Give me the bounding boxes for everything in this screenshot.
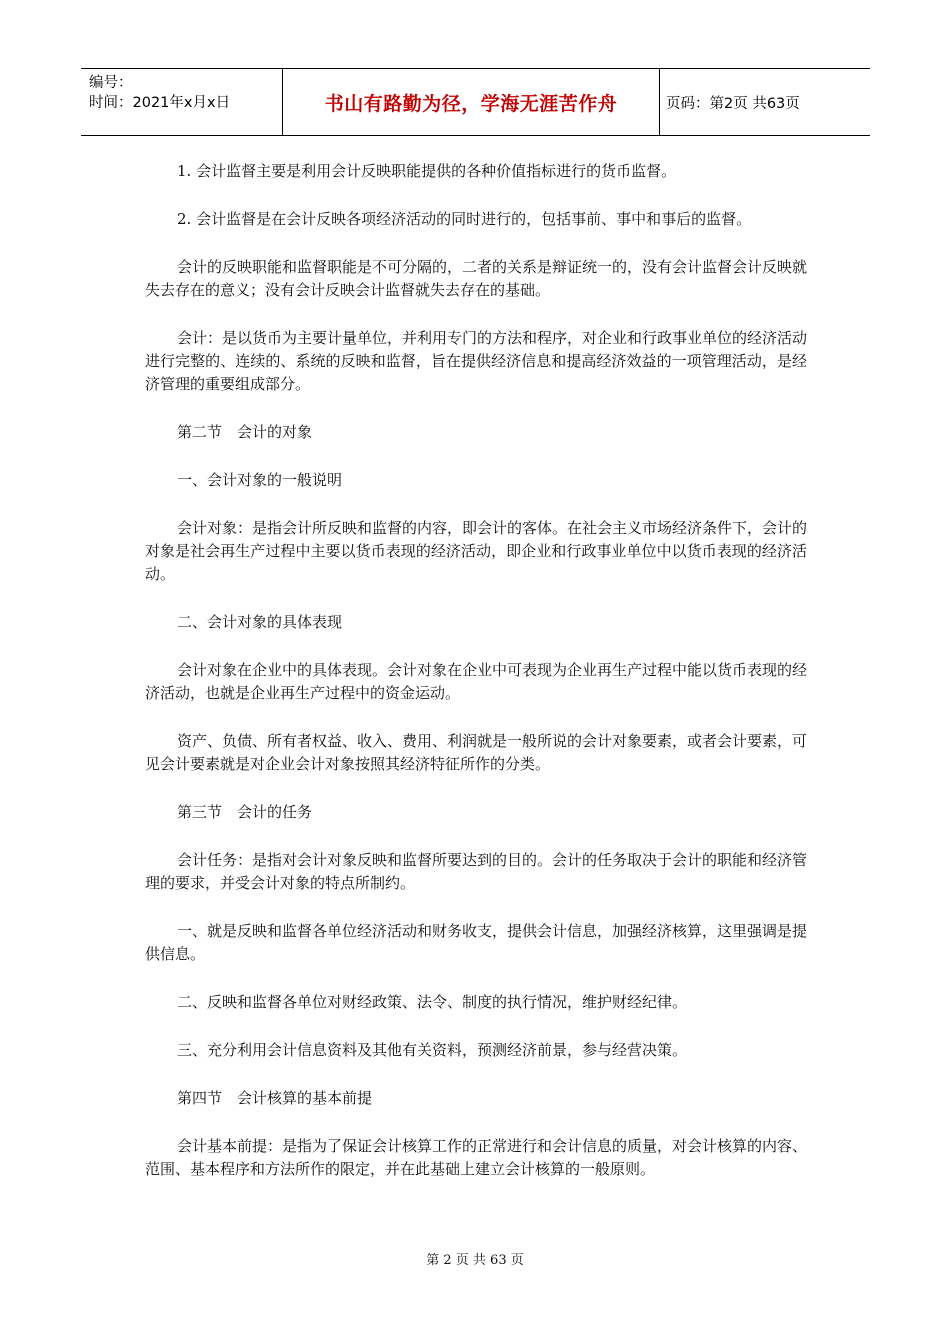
subheading-object-specific: 二、会计对象的具体表现	[177, 613, 343, 631]
header-meta-cell	[81, 69, 283, 135]
header-page-cell	[660, 69, 870, 135]
paragraph-task-definition: 会计任务：是指对会计对象反映和监督所要达到的目的。会计的任务取决于会计的职能和经济管理的要求，并受会计对象的特点所制约。	[145, 851, 808, 892]
section-heading-3: 第三节 会计的任务	[177, 803, 313, 821]
header-page-info: 页码：第2页 共63页	[666, 95, 800, 112]
paragraph-task-2: 二、反映和监督各单位对财经政策、法令、制度的执行情况，维护财经纪律。	[177, 993, 688, 1011]
section-heading-2: 第二节 会计的对象	[177, 423, 313, 441]
paragraph-accounting-definition: 会计：是以货币为主要计量单位，并利用专门的方法和程序，对企业和行政事业单位的经济活动进行完整的、连续的、系统的反映和监督，旨在提供经济信息和提高经济效益的一项管理活动，是经济管理的重要组成部分。	[145, 329, 808, 393]
page-footer	[0, 1249, 950, 1268]
section-heading-4: 第四节 会计核算的基本前提	[177, 1089, 373, 1107]
paragraph-supervision-1: 1. 会计监督主要是利用会计反映职能提供的各种价值指标进行的货币监督。	[177, 162, 677, 180]
subheading-object-general: 一、会计对象的一般说明	[177, 471, 343, 489]
paragraph-accounting-elements: 资产、负债、所有者权益、收入、费用、利润就是一般所说的会计对象要素，或者会计要素，可见会计要素就是对企业会计对象按照其经济特征所作的分类。	[145, 732, 808, 773]
page-header	[81, 68, 870, 136]
paragraph-task-1: 一、就是反映和监督各单位经济活动和财务收支，提供会计信息，加强经济核算，这里强调是提供信息。	[145, 922, 808, 963]
paragraph-object-enterprise: 会计对象在企业中的具体表现。会计对象在企业中可表现为企业再生产过程中能以货币表现的经济活动，也就是企业再生产过程中的资金运动。	[145, 661, 808, 702]
paragraph-relationship: 会计的反映职能和监督职能是不可分隔的，二者的关系是辩证统一的，没有会计监督会计反映就失去存在的意义；没有会计反映会计监督就失去存在的基础。	[145, 258, 808, 299]
document-body	[145, 160, 807, 1206]
document-date: 时间：2021年x月x日	[89, 95, 231, 111]
paragraph-object-definition: 会计对象：是指会计所反映和监督的内容，即会计的客体。在社会主义市场经济条件下，会计的对象是社会再生产过程中主要以货币表现的经济活动，即企业和行政事业单位中以货币表现的经济活动。	[145, 519, 808, 583]
footer-page-number: 第 2 页 共 63 页	[426, 1253, 524, 1268]
paragraph-task-3: 三、充分利用会计信息资料及其他有关资料，预测经济前景，参与经营决策。	[177, 1041, 688, 1059]
paragraph-supervision-2: 2. 会计监督是在会计反映各项经济活动的同时进行的，包括事前、事中和事后的监督。	[177, 210, 752, 228]
header-motto-cell	[283, 69, 660, 135]
document-number-label: 编号：	[89, 75, 133, 91]
paragraph-basic-premise: 会计基本前提：是指为了保证会计核算工作的正常进行和会计信息的质量，对会计核算的内容、范围、基本程序和方法所作的限定，并在此基础上建立会计核算的一般原则。	[145, 1137, 808, 1178]
header-motto: 书山有路勤为径，学海无涯苦作舟	[324, 92, 618, 115]
